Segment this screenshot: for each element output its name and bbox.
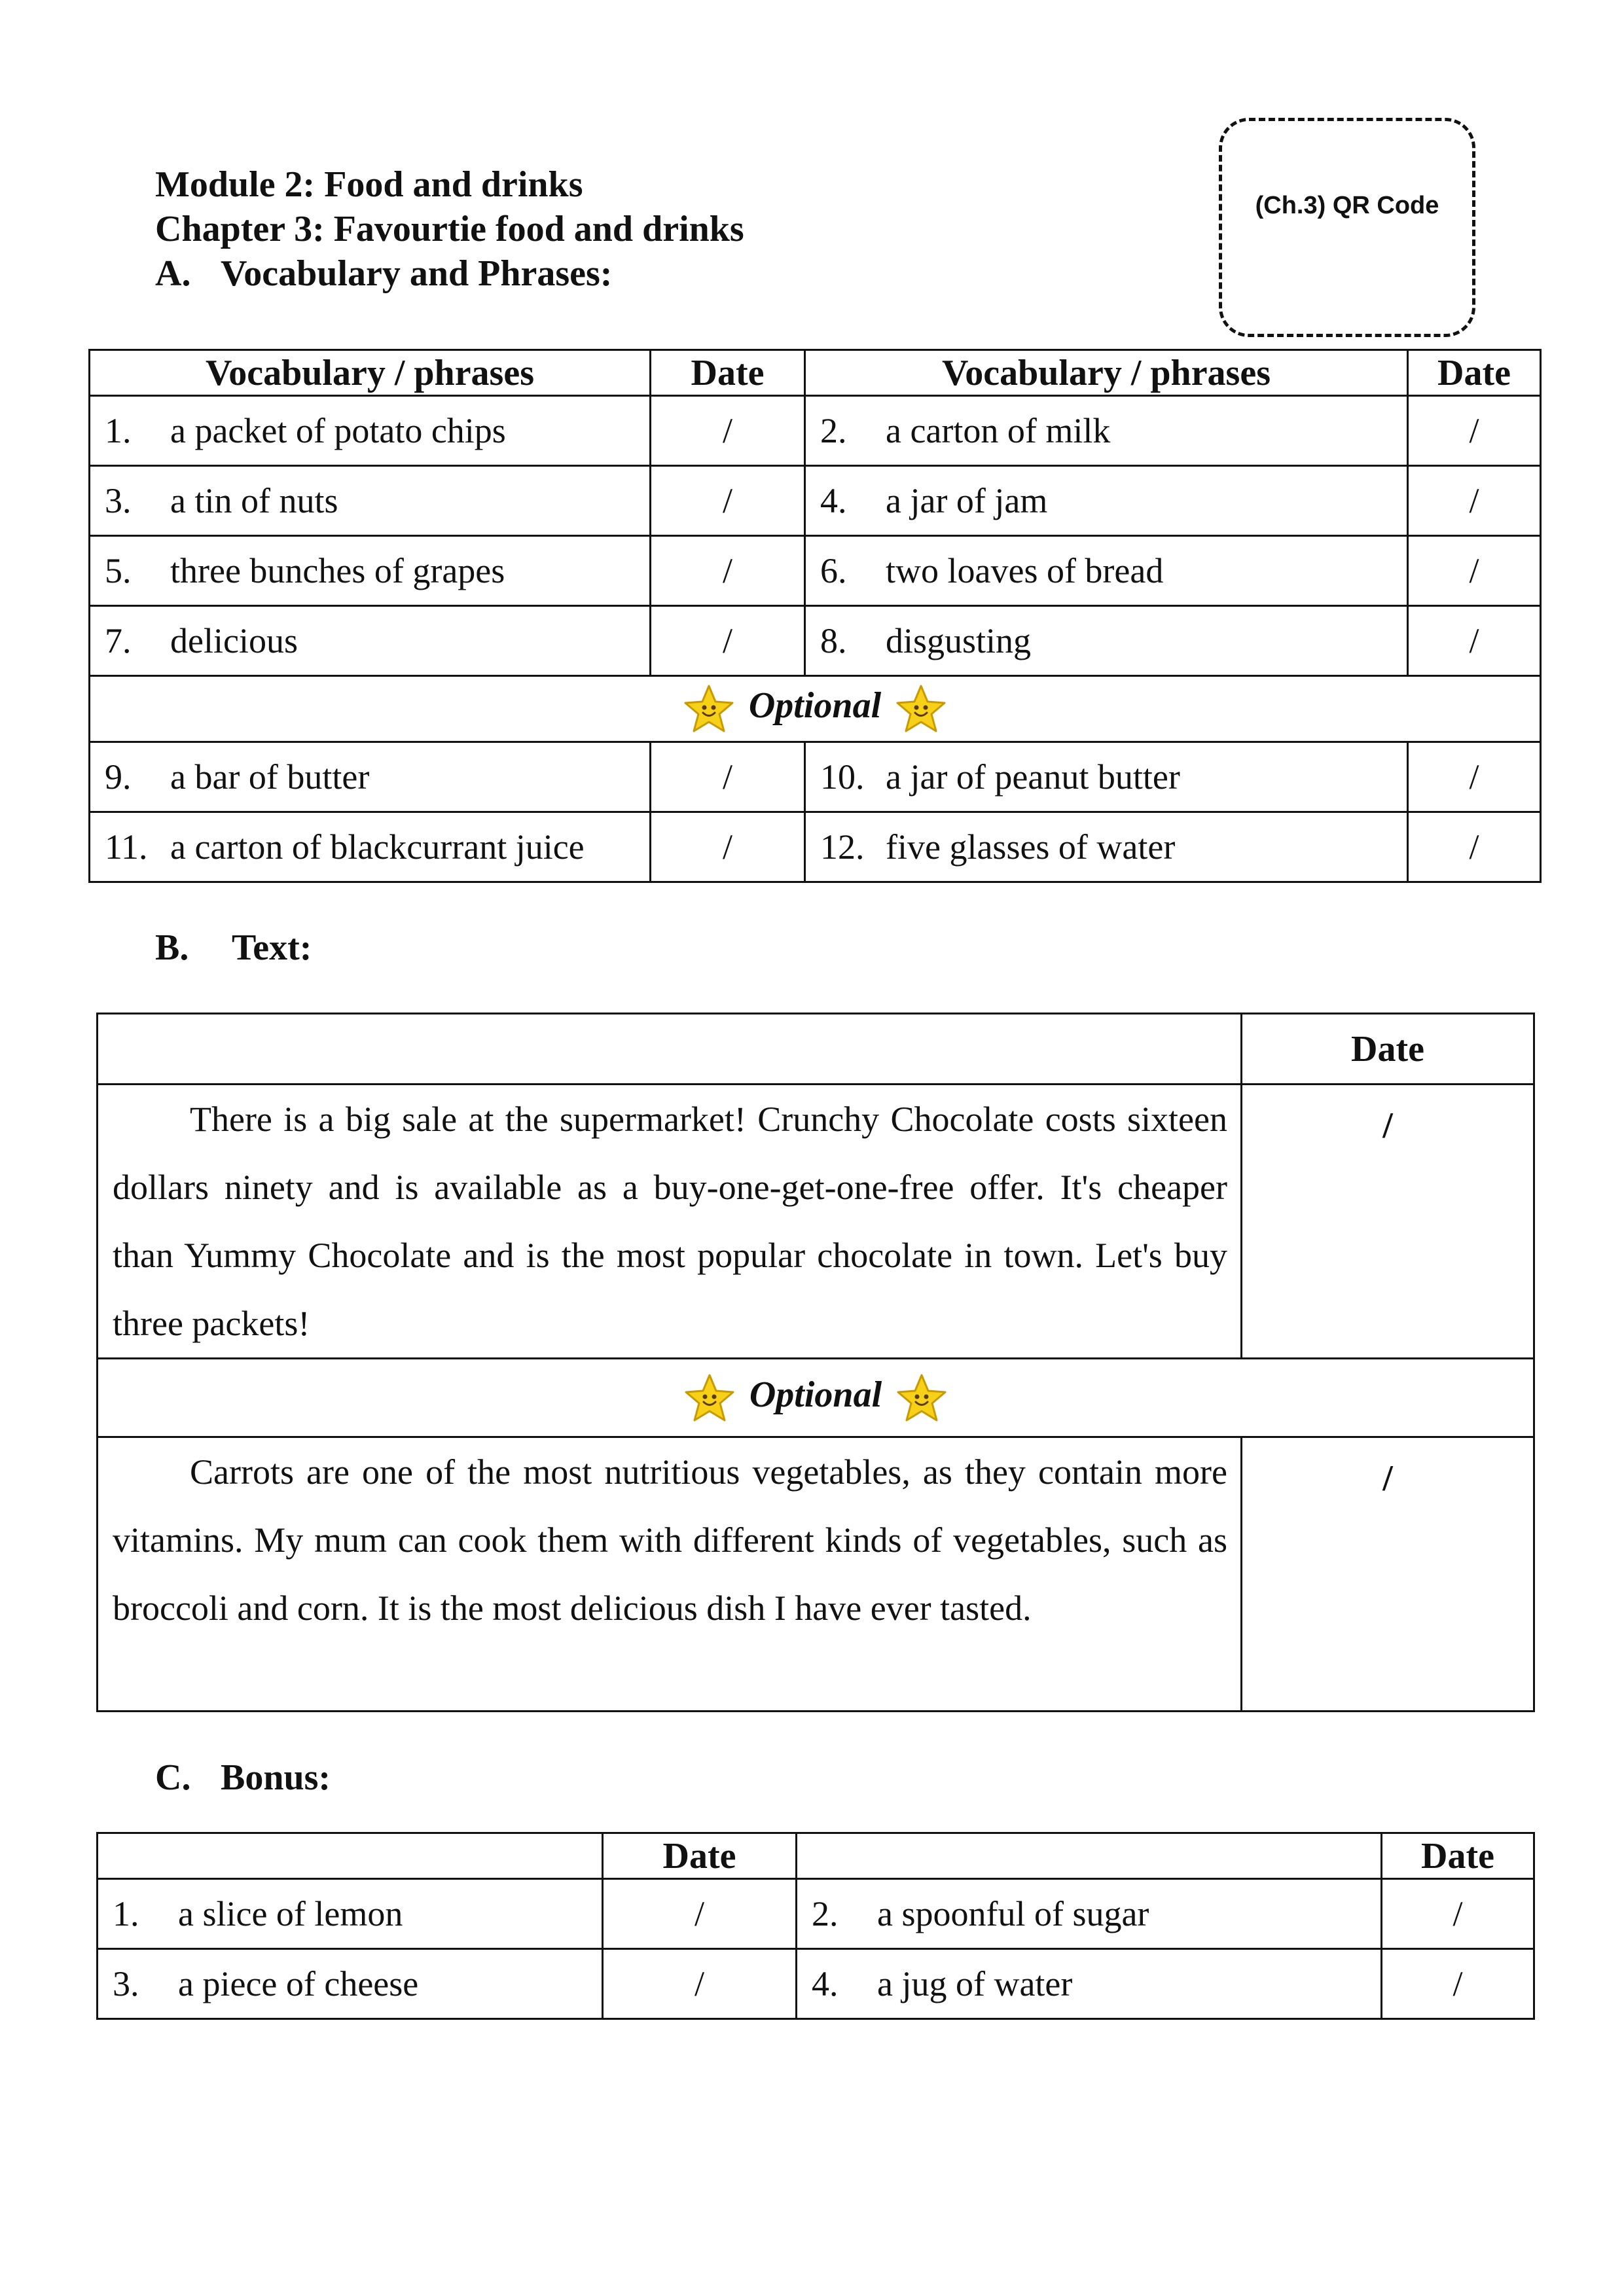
- item-number: 9.: [105, 757, 132, 797]
- table-header-row: [98, 1833, 1534, 1879]
- reading-passage: Carrots are one of the most nutritious vegetables, as they contain more vitamins. My mum can cook them with different kinds of vegetables, such as broccoli and corn. It is the most delicious dish I have ever tasted.: [98, 1437, 1242, 1712]
- worksheet-header: [155, 162, 1137, 296]
- vocab-text: a jug of water: [877, 1964, 1073, 2003]
- table-row: [98, 1437, 1534, 1712]
- vocab-text: a packet of potato chips: [170, 411, 506, 450]
- section-b-heading: [155, 927, 312, 969]
- item-number: 3.: [105, 481, 132, 520]
- vocab-cell: [98, 1879, 603, 1949]
- vocabulary-table: [88, 349, 1542, 883]
- vocab-cell: [90, 812, 651, 882]
- column-header: [98, 1833, 603, 1879]
- vocab-cell: [805, 606, 1408, 676]
- date-cell[interactable]: /: [651, 536, 805, 606]
- table-row: [90, 536, 1541, 606]
- empty-header-cell: [98, 1014, 1242, 1085]
- date-cell[interactable]: /: [1408, 396, 1541, 466]
- vocab-text: a piece of cheese: [178, 1964, 419, 2003]
- date-cell[interactable]: /: [603, 1949, 797, 2019]
- column-header: Vocabulary / phrases: [90, 350, 651, 396]
- reading-passage: There is a big sale at the supermarket! Crunchy Chocolate costs sixteen dollars ninety and is available as a buy-one-get-one-free offer. It's cheaper than Yummy Chocolate and is the most popular chocolate in town. Let's buy three packets!: [98, 1085, 1242, 1359]
- item-number: 11.: [105, 827, 148, 867]
- vocab-cell: [805, 466, 1408, 536]
- vocab-text: five glasses of water: [886, 827, 1176, 867]
- vocab-cell: [90, 396, 651, 466]
- vocab-text: two loaves of bread: [886, 551, 1164, 590]
- column-header: Date: [603, 1833, 797, 1879]
- section-a-title: Vocabulary and Phrases:: [221, 253, 613, 294]
- qr-code-label: (Ch.3) QR Code: [1255, 192, 1439, 219]
- column-header: Date: [1408, 350, 1541, 396]
- optional-divider-row: [98, 1359, 1534, 1437]
- section-a-heading: [155, 251, 1137, 296]
- date-cell[interactable]: /: [603, 1879, 797, 1949]
- table-header-row: [90, 350, 1541, 396]
- chapter-title: Chapter 3: Favourtie food and drinks: [155, 209, 744, 249]
- optional-label: Optional: [748, 685, 882, 726]
- section-c-heading: [155, 1757, 331, 1799]
- vocab-text: a bar of butter: [170, 757, 370, 797]
- vocab-cell: [805, 536, 1408, 606]
- vocab-cell: [805, 742, 1408, 812]
- section-b-title: Text:: [232, 927, 312, 968]
- table-header-row: [98, 1014, 1534, 1085]
- section-b-letter: B.: [155, 927, 189, 968]
- table-row: [90, 812, 1541, 882]
- date-cell[interactable]: /: [1408, 466, 1541, 536]
- column-header: Date: [1382, 1833, 1534, 1879]
- date-cell[interactable]: /: [1242, 1085, 1534, 1359]
- table-row: [90, 742, 1541, 812]
- vocab-cell: [805, 812, 1408, 882]
- date-cell[interactable]: /: [1408, 536, 1541, 606]
- table-row: [98, 1085, 1534, 1359]
- item-number: 1.: [105, 411, 132, 450]
- vocab-cell: [90, 606, 651, 676]
- vocab-text: a jar of peanut butter: [886, 757, 1180, 797]
- optional-banner: [98, 1359, 1534, 1437]
- column-header: Vocabulary / phrases: [805, 350, 1408, 396]
- smiling-star-icon: [896, 1373, 947, 1423]
- vocab-text: a tin of nuts: [170, 481, 338, 520]
- smiling-star-icon: [684, 1373, 735, 1423]
- date-cell[interactable]: /: [651, 812, 805, 882]
- table-row: [90, 606, 1541, 676]
- vocab-cell: [797, 1949, 1382, 2019]
- item-number: 4.: [820, 481, 847, 520]
- vocab-cell: [90, 536, 651, 606]
- date-cell[interactable]: /: [1382, 1879, 1534, 1949]
- smiling-star-icon: [683, 684, 734, 734]
- vocab-text: disgusting: [886, 621, 1032, 660]
- vocab-text: a slice of lemon: [178, 1894, 403, 1933]
- date-cell[interactable]: /: [1408, 812, 1541, 882]
- section-c-title: Bonus:: [221, 1757, 331, 1798]
- bonus-table: [96, 1832, 1535, 2020]
- date-cell[interactable]: /: [1408, 606, 1541, 676]
- module-title: Module 2: Food and drinks: [155, 164, 583, 205]
- date-cell[interactable]: /: [651, 606, 805, 676]
- vocab-cell: [98, 1949, 603, 2019]
- vocab-text: a jar of jam: [886, 481, 1048, 520]
- item-number: 8.: [820, 621, 847, 660]
- smiling-star-icon: [895, 684, 947, 734]
- table-row: [98, 1879, 1534, 1949]
- section-c-letter: C.: [155, 1757, 191, 1798]
- date-cell[interactable]: /: [1382, 1949, 1534, 2019]
- column-header: Date: [1242, 1014, 1534, 1085]
- optional-divider-row: [90, 676, 1541, 742]
- optional-banner: [90, 676, 1541, 742]
- column-header: [797, 1833, 1382, 1879]
- item-number: 7.: [105, 621, 132, 660]
- vocab-cell: [805, 396, 1408, 466]
- date-cell[interactable]: /: [651, 466, 805, 536]
- item-number: 3.: [113, 1964, 139, 2003]
- vocab-text: a carton of milk: [886, 411, 1111, 450]
- section-a-letter: A.: [155, 253, 191, 294]
- text-table: [96, 1013, 1535, 1712]
- item-number: 6.: [820, 551, 847, 590]
- item-number: 12.: [820, 827, 865, 867]
- vocab-cell: [797, 1879, 1382, 1949]
- qr-code-placeholder: [1219, 118, 1475, 337]
- table-row: [90, 396, 1541, 466]
- vocab-text: three bunches of grapes: [170, 551, 505, 590]
- table-row: [98, 1949, 1534, 2019]
- date-cell[interactable]: /: [1242, 1437, 1534, 1712]
- item-number: 1.: [113, 1894, 139, 1933]
- item-number: 4.: [812, 1964, 839, 2003]
- optional-label: Optional: [749, 1374, 882, 1415]
- date-cell[interactable]: /: [1408, 742, 1541, 812]
- column-header: Date: [651, 350, 805, 396]
- item-number: 10.: [820, 757, 865, 797]
- vocab-text: a carton of blackcurrant juice: [170, 827, 585, 867]
- vocab-cell: [90, 466, 651, 536]
- item-number: 5.: [105, 551, 132, 590]
- vocab-text: a spoonful of sugar: [877, 1894, 1149, 1933]
- table-row: [90, 466, 1541, 536]
- vocab-text: delicious: [170, 621, 298, 660]
- item-number: 2.: [820, 411, 847, 450]
- date-cell[interactable]: /: [651, 742, 805, 812]
- item-number: 2.: [812, 1894, 839, 1933]
- vocab-cell: [90, 742, 651, 812]
- date-cell[interactable]: /: [651, 396, 805, 466]
